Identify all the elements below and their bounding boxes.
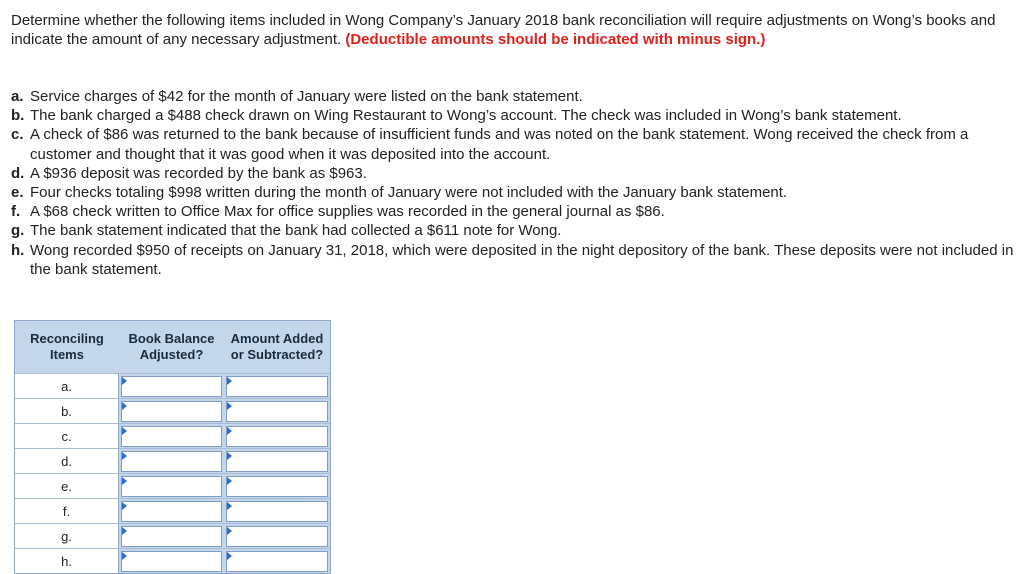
row-label: f. bbox=[15, 498, 119, 523]
input-box[interactable] bbox=[226, 476, 328, 497]
table-row bbox=[15, 373, 330, 398]
dropdown-box[interactable] bbox=[121, 376, 222, 397]
row-label: g. bbox=[15, 523, 119, 548]
dropdown-box[interactable] bbox=[121, 426, 222, 447]
list-item bbox=[11, 183, 1016, 202]
item-text: The bank statement indicated that the bank had collected a $611 note for Wong. bbox=[30, 222, 562, 240]
input-box[interactable] bbox=[226, 451, 328, 472]
row-label: b. bbox=[15, 398, 119, 423]
item-label: c. bbox=[11, 126, 24, 144]
list-item bbox=[11, 221, 1016, 240]
item-label: b. bbox=[11, 107, 25, 125]
dropdown-box[interactable] bbox=[121, 476, 222, 497]
list-item bbox=[11, 87, 1016, 106]
item-label: e. bbox=[11, 184, 24, 202]
list-item bbox=[11, 164, 1016, 183]
input-box[interactable] bbox=[226, 401, 328, 422]
dropdown-box[interactable] bbox=[121, 551, 222, 572]
row-label: a. bbox=[15, 373, 119, 398]
book-balance-dropdown[interactable] bbox=[119, 473, 224, 498]
dropdown-box[interactable] bbox=[121, 526, 222, 547]
amount-input[interactable] bbox=[224, 398, 330, 423]
header-book-balance-adjusted: Book Balance Adjusted? bbox=[128, 331, 215, 362]
amount-input[interactable] bbox=[224, 448, 330, 473]
book-balance-dropdown[interactable] bbox=[119, 448, 224, 473]
item-text: Service charges of $42 for the month of January were listed on the bank statement. bbox=[30, 88, 583, 105]
item-text: A check of $86 was returned to the bank because of insufficient funds and was noted on the bank statement. Wong received the check from a customer and thought that it was good when it was deposited into the account. bbox=[30, 126, 969, 163]
input-box[interactable] bbox=[226, 551, 328, 572]
input-box[interactable] bbox=[226, 501, 328, 522]
reconciliation-table bbox=[14, 320, 331, 574]
amount-input[interactable] bbox=[224, 548, 330, 573]
item-text: The bank charged a $488 check drawn on Wing Restaurant to Wong’s account. The check was included in Wong’s bank statement. bbox=[30, 107, 902, 125]
header-reconciling-items: Reconciling Items bbox=[30, 331, 104, 362]
item-text: A $68 check written to Office Max for office supplies was recorded in the general journal as $86. bbox=[30, 203, 665, 221]
book-balance-dropdown[interactable] bbox=[119, 548, 224, 573]
book-balance-dropdown[interactable] bbox=[119, 498, 224, 523]
table-row bbox=[15, 548, 330, 573]
item-label: d. bbox=[11, 164, 25, 182]
item-list bbox=[11, 87, 1016, 279]
list-item bbox=[11, 125, 1016, 163]
row-label: c. bbox=[15, 423, 119, 448]
book-balance-dropdown[interactable] bbox=[119, 373, 224, 398]
item-text: Four checks totaling $998 written during the month of January were not included with the January bank statement. bbox=[30, 184, 788, 202]
book-balance-dropdown[interactable] bbox=[119, 423, 224, 448]
input-box[interactable] bbox=[226, 426, 328, 447]
list-item bbox=[11, 106, 1016, 125]
amount-input[interactable] bbox=[224, 423, 330, 448]
table-row bbox=[15, 473, 330, 498]
table-row bbox=[15, 523, 330, 548]
input-box[interactable] bbox=[226, 526, 328, 547]
dropdown-box[interactable] bbox=[121, 401, 222, 422]
amount-input[interactable] bbox=[224, 373, 330, 398]
item-label: h. bbox=[11, 241, 25, 259]
list-item bbox=[11, 202, 1016, 221]
table-header-row bbox=[15, 321, 330, 373]
item-label: f. bbox=[11, 203, 21, 221]
row-label: e. bbox=[15, 473, 119, 498]
dropdown-box[interactable] bbox=[121, 501, 222, 522]
list-item bbox=[11, 241, 1016, 279]
amount-input[interactable] bbox=[224, 473, 330, 498]
row-label: h. bbox=[15, 548, 119, 573]
amount-input[interactable] bbox=[224, 523, 330, 548]
item-label: a. bbox=[11, 88, 24, 105]
table-row bbox=[15, 423, 330, 448]
book-balance-dropdown[interactable] bbox=[119, 398, 224, 423]
item-text: Wong recorded $950 of receipts on January 31, 2018, which were deposited in the night depository of the bank. These deposits were not included in the bank statement. bbox=[30, 241, 1014, 278]
prompt-warning: (Deductible amounts should be indicated with minus sign.) bbox=[345, 31, 766, 48]
input-box[interactable] bbox=[226, 376, 328, 397]
question-prompt bbox=[11, 11, 1011, 49]
dropdown-box[interactable] bbox=[121, 451, 222, 472]
prompt-text: Determine whether the following items included in Wong Company’s January 2018 bank reconciliation will require adjustments on Wong’s books and indicate the amount of any necessary adjustment. bbox=[11, 12, 996, 48]
header-amount-added-subtracted: Amount Added or Subtracted? bbox=[230, 331, 324, 362]
table-row bbox=[15, 498, 330, 523]
item-label: g. bbox=[11, 222, 25, 240]
book-balance-dropdown[interactable] bbox=[119, 523, 224, 548]
table-row bbox=[15, 448, 330, 473]
amount-input[interactable] bbox=[224, 498, 330, 523]
item-text: A $936 deposit was recorded by the bank as $963. bbox=[30, 164, 367, 182]
row-label: d. bbox=[15, 448, 119, 473]
table-row bbox=[15, 398, 330, 423]
